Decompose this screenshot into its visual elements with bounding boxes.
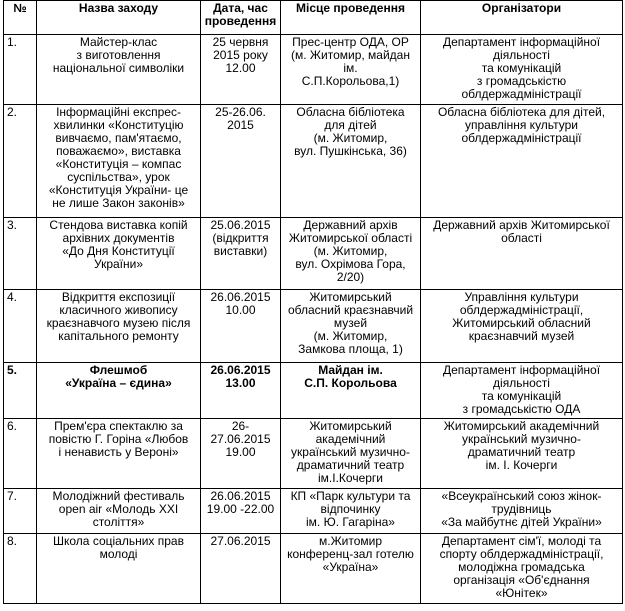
row-place: Житомирський обласний краєзнавчий музей (м. Житомир, Замкова площа, 1)	[281, 290, 421, 363]
row-date: 25.06.2015 (відкриття виставки)	[201, 218, 281, 290]
table-row	[4, 35, 623, 105]
header-place: Місце проведення	[281, 1, 421, 35]
row-date: 25 червня 2015 року 12.00	[201, 35, 281, 105]
row-title: Школа соціальних прав молоді	[37, 534, 201, 604]
header-organizers: Організатори	[421, 1, 623, 35]
row-organizers: Департамент інформаційної діяльності та комунікацій з громадськістю ОДА	[421, 363, 623, 419]
row-organizers: Державний архів Житомирської області	[421, 218, 623, 290]
row-num: 1.	[4, 35, 37, 105]
row-organizers: Департамент інформаційної діяльності та комунікацій з громадськістю облдержадміністрації	[421, 35, 623, 105]
row-num: 2.	[4, 105, 37, 218]
header-num: №	[4, 1, 37, 35]
row-place: Прес-центр ОДА, ОР (м. Житомир, майдан ім. С.П.Корольова,1)	[281, 35, 421, 105]
row-title: Стендова виставка копій архівних документів «До Дня Конституції України»	[37, 218, 201, 290]
table-row	[4, 218, 623, 290]
table-row	[4, 290, 623, 363]
table-row	[4, 534, 623, 604]
row-num: 8.	[4, 534, 37, 604]
row-date: 25-26.06. 2015	[201, 105, 281, 218]
row-place: Житомирський академічний український музично- драматичний театр ім.І.Кочерги	[281, 419, 421, 489]
row-place: Державний архів Житомирської області (м. Житомир, вул. Охрімова Гора, 2/20)	[281, 218, 421, 290]
table-row	[4, 105, 623, 218]
row-organizers: Управління культури облдержадміністрації, Житомирський обласний краєзнавчий музей	[421, 290, 623, 363]
row-organizers: «Всеукраїнський союз жінок- трудівниць «За майбутнє дітей України»	[421, 489, 623, 534]
header-row	[4, 1, 623, 35]
row-organizers: Житомирський академічний український музично- драматичний театр ім. І. Кочерги	[421, 419, 623, 489]
table-row	[4, 363, 623, 419]
row-date: 26- 27.06.2015 19.00	[201, 419, 281, 489]
row-date: 26.06.2015 10.00	[201, 290, 281, 363]
row-place: м.Житомир конференц-зал готелю «Україна»	[281, 534, 421, 604]
row-title: Флешмоб «Україна – єдина»	[37, 363, 201, 419]
row-num: 3.	[4, 218, 37, 290]
table-row	[4, 489, 623, 534]
row-place: Обласна бібліотека для дітей (м. Житомир, вул. Пушкінська, 36)	[281, 105, 421, 218]
row-title: Інформаційні експрес- хвилинки «Конституцію вивчаємо, пам'ятаємо, поважаємо», виставка «Конституція – компас суспільства», урок «Конституція України- це не лише Закон законів»	[37, 105, 201, 218]
header-title: Назва заходу	[37, 1, 201, 35]
row-date: 26.06.2015 19.00 -22.00	[201, 489, 281, 534]
row-date: 26.06.2015 13.00	[201, 363, 281, 419]
row-place: КП «Парк культури та відпочинку ім. Ю. Гагаріна»	[281, 489, 421, 534]
events-table	[3, 0, 623, 604]
row-num: 4.	[4, 290, 37, 363]
row-title: Майстер-клас з виготовлення національної символіки	[37, 35, 201, 105]
row-organizers: Обласна бібліотека для дітей, управління культури облдержадміністрації	[421, 105, 623, 218]
row-place: Майдан ім. С.П. Корольова	[281, 363, 421, 419]
row-num: 7.	[4, 489, 37, 534]
row-title: Прем'єра спектаклю за повістю Г. Горіна «Любов і ненависть у Вероні»	[37, 419, 201, 489]
row-title: Відкриття експозиції класичного живопису краєзнавчого музею після капітального ремонту	[37, 290, 201, 363]
row-organizers: Департамент сім'ї, молоді та спорту облдержадміністрації, молодіжна громадська організація «Об'єднання «Юнітек»	[421, 534, 623, 604]
row-title: Молодіжний фестиваль open air «Молодь XXI століття»	[37, 489, 201, 534]
row-num: 6.	[4, 419, 37, 489]
row-date: 27.06.2015	[201, 534, 281, 604]
header-date: Дата, час проведення	[201, 1, 281, 35]
table-row	[4, 419, 623, 489]
row-num: 5.	[4, 363, 37, 419]
